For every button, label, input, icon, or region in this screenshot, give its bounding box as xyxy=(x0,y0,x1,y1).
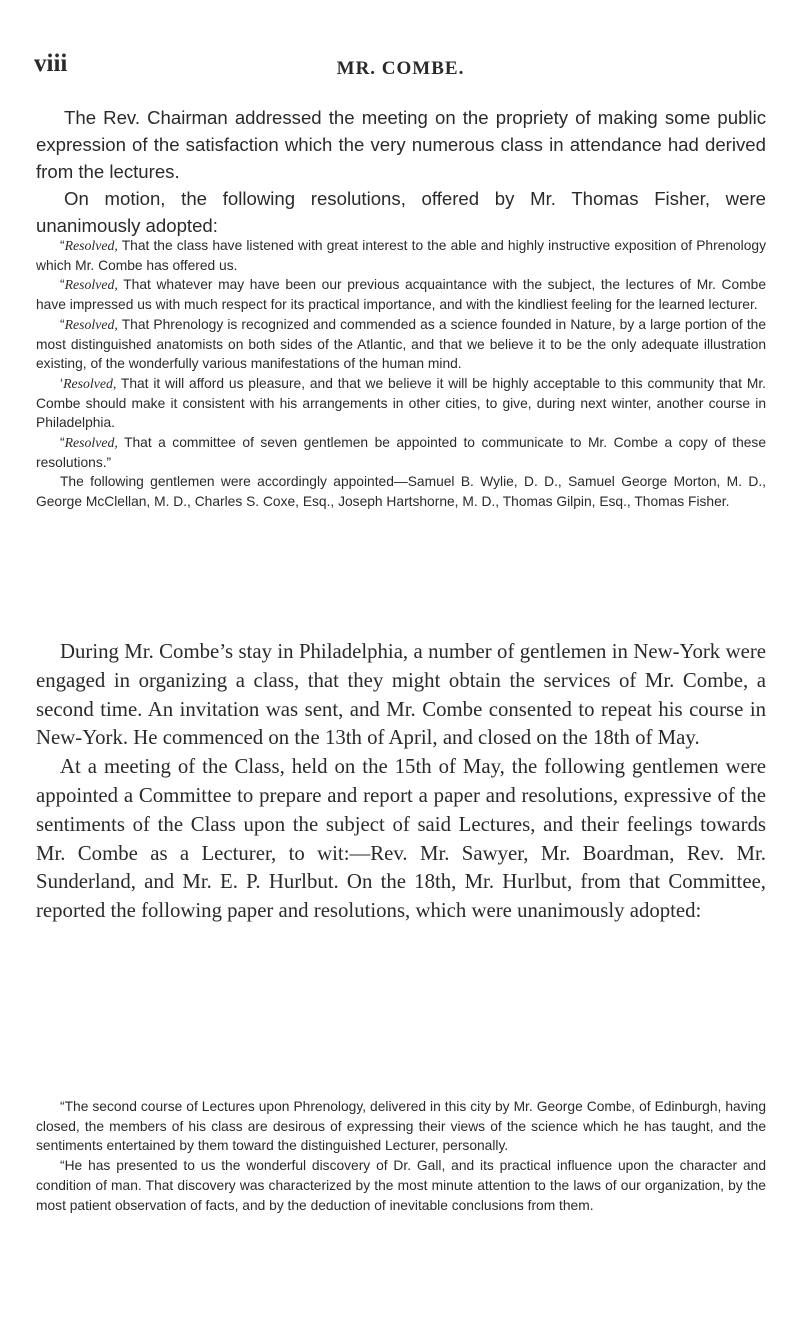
resolved-word: Resolved, xyxy=(64,435,118,451)
resolved-word: Resolved, xyxy=(64,316,118,332)
resolved-word: Resolved, xyxy=(64,277,118,293)
running-head: MR. COMBE. xyxy=(336,58,465,79)
resolution xyxy=(36,315,766,374)
paper-paragraph: “The second course of Lectures upon Phrenology, delivered in this city by Mr. George Combe, of Edinburgh, having closed, the members of his class are desirous of expressing their views of the science which he has taught, and the sentiments entertained by them toward the distinguished Lecturer, personally. xyxy=(36,1099,766,1154)
body-paragraph: At a meeting of the Class, held on the 15th of May, the following gentlemen were appointed a Committee to prepare and report a paper and resolutions, expressive of the sentiments of the Class upon the subject of said Lectures, and their feelings towards Mr. Combe as a Lecturer, to wit:—Rev. Mr. Sawyer, Mr. Boardman, Rev. Mr. Sunderland, and Mr. E. P. Hurlbut. On the 18th, Mr. Hurlbut, from that Committee, reported the following paper and resolutions, which were unanimously adopted: xyxy=(36,755,766,923)
resolution xyxy=(36,236,766,275)
intro-section xyxy=(36,104,766,239)
resolution-text: That whatever may have been our previous acquaintance with the subject, the lectures of Mr. Combe have impressed us with much respect for its practical importance, and with the kindliest feeling for the learned lecturer. xyxy=(36,277,766,313)
resolution xyxy=(36,374,766,433)
committee-list: The following gentlemen were accordingly appointed—Samuel B. Wylie, D. D., Samuel George Morton, M. D., George McClellan, M. D., Charles S. Coxe, Esq., Joseph Hartshorne, M. D., Thomas Gilpin, Esq., Thomas Fisher. xyxy=(36,474,766,510)
new-york-section xyxy=(36,638,766,926)
body-paragraph: During Mr. Combe’s stay in Philadelphia, a number of gentlemen in New-York were engaged in organizing a class, that they might obtain the services of Mr. Combe, a second time. An invitation was sent, and Mr. Combe consented to repeat his course in New-York. He commenced on the 13th of April, and closed on the 18th of May. xyxy=(36,640,766,750)
resolution xyxy=(36,275,766,314)
resolved-word: Resolved, xyxy=(63,375,117,391)
intro-paragraph: The Rev. Chairman addressed the meeting on the propriety of making some public expression of the satisfaction which the very numerous class in attendance had derived from the lectures. xyxy=(36,107,766,182)
new-york-paper xyxy=(36,1097,766,1215)
resolution-text: That the class have listened with great interest to the able and highly instructive exposition of Phrenology which Mr. Combe has offered us. xyxy=(36,238,766,273)
quote-mark: “ xyxy=(60,238,65,253)
philadelphia-resolutions xyxy=(36,236,766,512)
resolution-text: That a committee of seven gentlemen be appointed to communicate to Mr. Combe a copy of these resolutions.” xyxy=(36,435,766,470)
resolution-text: That it will afford us pleasure, and that we believe it will be highly acceptable to this community that Mr. Combe should make it consistent with his arrangements in other cities, to give, during next winter, another course in Philadelphia. xyxy=(36,375,766,431)
quote-mark: “ xyxy=(60,316,65,332)
quote-mark: “ xyxy=(60,277,65,293)
resolution xyxy=(36,433,766,472)
resolved-word: Resolved, xyxy=(64,238,118,253)
paper-paragraph: “He has presented to us the wonderful discovery of Dr. Gall, and its practical influence upon the character and condition of man. That discovery was characterized by the most minute attention to the laws of our organization, by the most patient observation of facts, and by the deduction of inevitable conclusions from them. xyxy=(36,1158,766,1213)
intro-paragraph: On motion, the following resolutions, offered by Mr. Thomas Fisher, were unanimously adopted: xyxy=(36,188,766,236)
quote-mark: ‘ xyxy=(60,375,64,391)
quote-mark: “ xyxy=(60,435,65,451)
page-number: viii xyxy=(34,50,68,77)
resolution-text: That Phrenology is recognized and commended as a science founded in Nature, by a large portion of the most distinguished anatomists on both sides of the Atlantic, and that we believe it to be the only adequate illustration existing, of the wonderfully various manifestations of the human mind. xyxy=(36,316,766,372)
